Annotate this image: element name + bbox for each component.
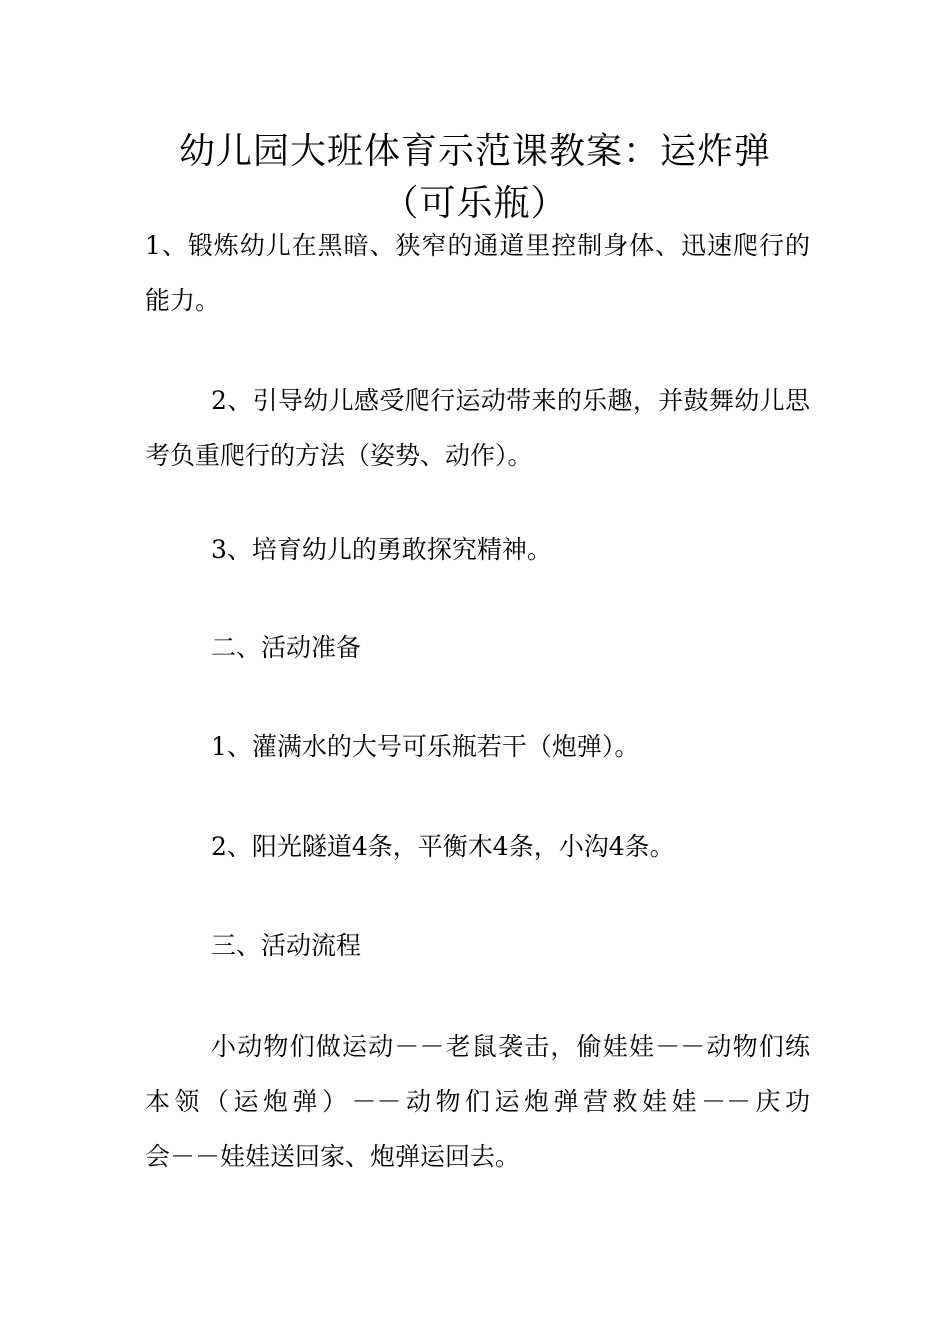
- document-title-subtitle: （可乐瓶）: [382, 183, 568, 224]
- process-flow-line: 本领（运炮弹）－－动物们运炮弹营救娃娃－－庆功: [145, 1087, 810, 1116]
- process-flow-line: 小动物们做运动－－老鼠袭击，偷娃娃－－动物们练: [211, 1032, 810, 1061]
- objective-paragraph-1: 1、锻炼幼儿在黑暗、狭窄的通道里控制身体、迅速爬行的能力。: [145, 231, 810, 315]
- objective-paragraph-2: 2、引导幼儿感受爬行运动带来的乐趣，并鼓舞幼儿思考负重爬行的方法（姿势、动作）。: [145, 386, 810, 470]
- section-heading-process: 三、活动流程: [211, 931, 362, 960]
- objective-paragraph-3: 3、培育幼儿的勇敢探究精神。: [211, 535, 552, 564]
- document-title: 幼儿园大班体育示范课教案：运炸弹: [178, 131, 771, 172]
- section-heading-preparation: 二、活动准备: [211, 633, 362, 662]
- preparation-item-1: 1、灌满水的大号可乐瓶若干（炮弹）。: [211, 732, 640, 761]
- process-flow-paragraph: [145, 1019, 810, 1184]
- process-flow-line: 会－－娃娃送回家、炮弹运回去。: [145, 1142, 521, 1171]
- preparation-item-2: 2、阳光隧道4条，平衡木4条，小沟4条。: [211, 832, 675, 861]
